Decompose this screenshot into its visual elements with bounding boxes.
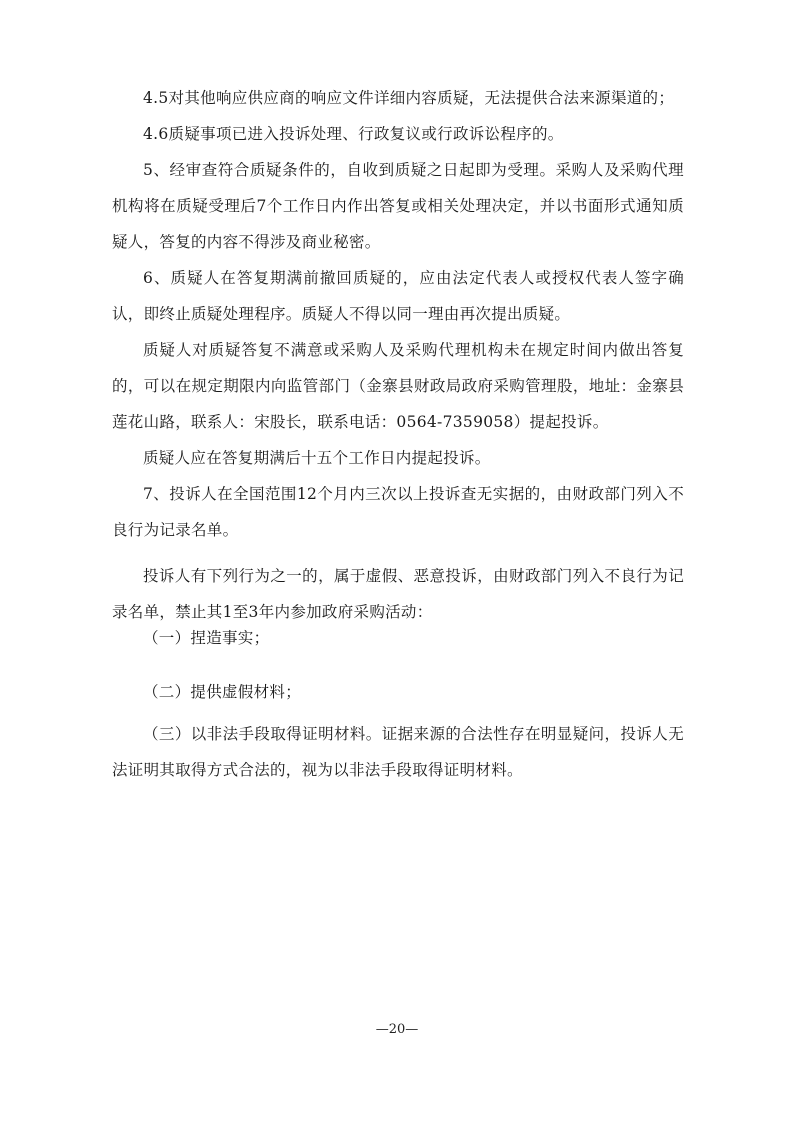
list-item-2: （二）提供虚假材料；	[143, 683, 302, 701]
paragraph-complaint-deadline: 质疑人应在答复期满后十五个工作日内提起投诉。	[143, 449, 491, 467]
paragraph-7: 7、投诉人在全国范围12个月内三次以上投诉查无实据的，由财政部门列入不良行为记录名单。	[112, 485, 684, 539]
list-item-3: （三）以非法手段取得证明材料。证据来源的合法性存在明显疑问，投诉人无法证明其取得方式合法的，视为以非法手段取得证明材料。	[112, 725, 684, 779]
paragraph-complaint-procedure: 质疑人对质疑答复不满意或采购人及采购代理机构未在规定时间内做出答复的，可以在规定期限内向监管部门（金寨县财政局政府采购管理股，地址：金寨县莲花山路，联系人：宋股长，联系电话：0564-7359058）提起投诉。	[112, 341, 684, 431]
page-number: —20—	[375, 1022, 419, 1037]
paragraph-5: 5、经审查符合质疑条件的，自收到质疑之日起即为受理。采购人及采购代理机构将在质疑受理后7个工作日内作出答复或相关处理决定，并以书面形式通知质疑人，答复的内容不得涉及商业秘密。	[112, 161, 684, 251]
paragraph-6: 6、质疑人在答复期满前撤回质疑的，应由法定代表人或授权代表人签字确认，即终止质疑处理程序。质疑人不得以同一理由再次提出质疑。	[112, 269, 684, 323]
paragraph-4-6: 4.6质疑事项已进入投诉处理、行政复议或行政诉讼程序的。	[143, 125, 564, 143]
paragraph-false-complaint: 投诉人有下列行为之一的，属于虚假、恶意投诉，由财政部门列入不良行为记录名单，禁止其1至3年内参加政府采购活动：	[112, 567, 684, 621]
paragraph-4-5: 4.5对其他响应供应商的响应文件详细内容质疑，无法提供合法来源渠道的；	[143, 89, 675, 107]
list-item-1: （一）捏造事实；	[143, 629, 270, 647]
